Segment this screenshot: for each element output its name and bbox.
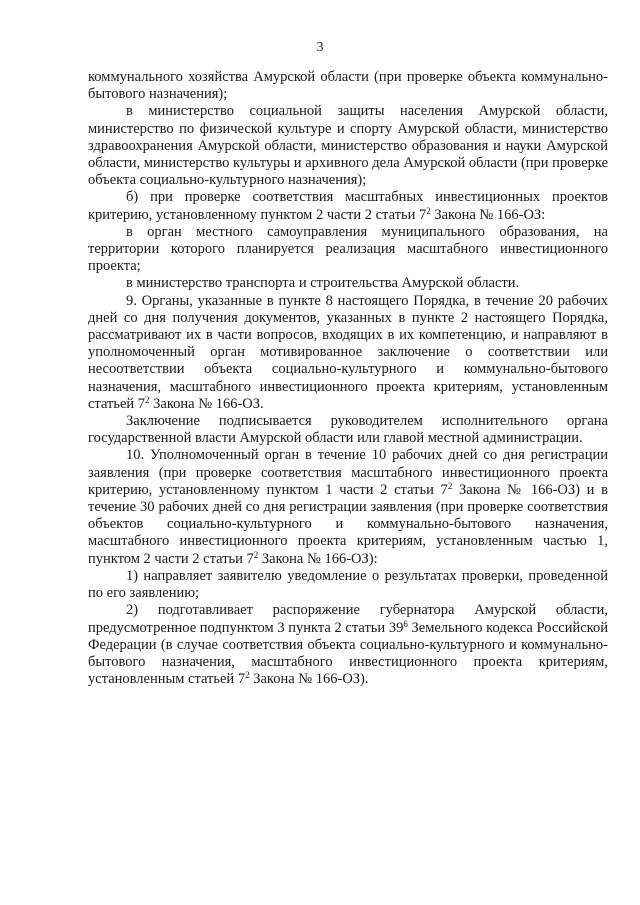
text-run: 9. Органы, указанные в пункте 8 настоящего Порядка, в течение 20 рабочих дней со дня получения документов, указанных в пункте 2 настоящего Порядка, рассматривают их в части вопросов, входящих в их компетенцию, и направляют в уполномоченный орган мотивированное заключение о соответствии или несоответствии объекта социально-культурного и коммунально-бытового назначения, масштабного инвестиционного проекта критериям, установленным статьей 7 xyxy=(88,292,608,412)
text-run: Закона № 166-ОЗ) и в течение 30 рабочих дней со дня регистрации заявления (при проверке соответствия объектов социально-культурного и коммунально-бытового назначения, масштабного инвестиционного проекта критериям, установленным частью 1, пунктом 2 части 2 статьи 7 xyxy=(88,481,608,567)
paragraph-p1: в министерство социальной защиты населения Амурской области, министерство по физической культуре и спорту Амурской области, министерство здравоохранения Амурской области, министерство образования и науки Амурской области, министерство культуры и архивного дела Амурской области (при проверке объекта социально-культурного назначения); xyxy=(88,103,608,189)
document-body xyxy=(88,69,608,688)
text-run: Земельного кодекса Российской Федерации (в случае соответствия объекта социально-культурного и коммунально-бытового назначения, масштабного инвестиционного проекта критериям, установленным статьей 7 xyxy=(88,619,608,688)
superscript: 2 xyxy=(447,480,453,491)
text-run: Закона № 166-ОЗ. xyxy=(149,395,264,412)
paragraph-p0: коммунального хозяйства Амурской области (при проверке объекта коммунально-бытового назначения); xyxy=(88,69,608,103)
paragraph-p6: Заключение подписывается руководителем исполнительного органа государственной власти Амурской области или главой местной администрации. xyxy=(88,413,608,447)
superscript: 2 xyxy=(426,205,431,216)
text-run: 10. Уполномоченный орган в течение 10 рабочих дней со дня регистрации заявления (при проверке соответствия масштабного инвестиционного проекта критерию, установленному пунктом 1 части 2 статьи 7 xyxy=(88,447,608,498)
paragraph-p3: в орган местного самоуправления муниципального образования, на территории которого планируется реализация масштабного инвестиционного проекта; xyxy=(88,223,608,275)
superscript: 2 xyxy=(253,549,259,560)
superscript: 6 xyxy=(403,618,408,629)
paragraph-p9 xyxy=(88,602,608,688)
text-run: Закона № 166-ОЗ). xyxy=(249,671,369,688)
paragraph-p4: в министерство транспорта и строительства Амурской области. xyxy=(126,275,520,292)
text-run: Закона № 166-ОЗ: xyxy=(430,206,546,223)
paragraph-p2 xyxy=(88,189,608,223)
superscript: 2 xyxy=(245,670,250,681)
paragraph-p5 xyxy=(88,293,608,413)
text-run: 2) подготавливает распоряжение губернатора Амурской области, предусмотренное подпунктом 3 пункта 2 статьи 39 xyxy=(88,602,608,636)
paragraph-p7 xyxy=(88,447,608,567)
text-run: Закона № 166-ОЗ): xyxy=(258,550,378,567)
paragraph-p8: 1) направляет заявителю уведомление о результатах проверки, проведенной по его заявлению; xyxy=(88,567,608,602)
text-run: б) при проверке соответствия масштабных инвестиционных проектов критерию, установленному пунктом 2 части 2 статьи 7 xyxy=(88,189,608,223)
superscript: 2 xyxy=(145,394,150,405)
page-number: 3 xyxy=(316,40,324,55)
